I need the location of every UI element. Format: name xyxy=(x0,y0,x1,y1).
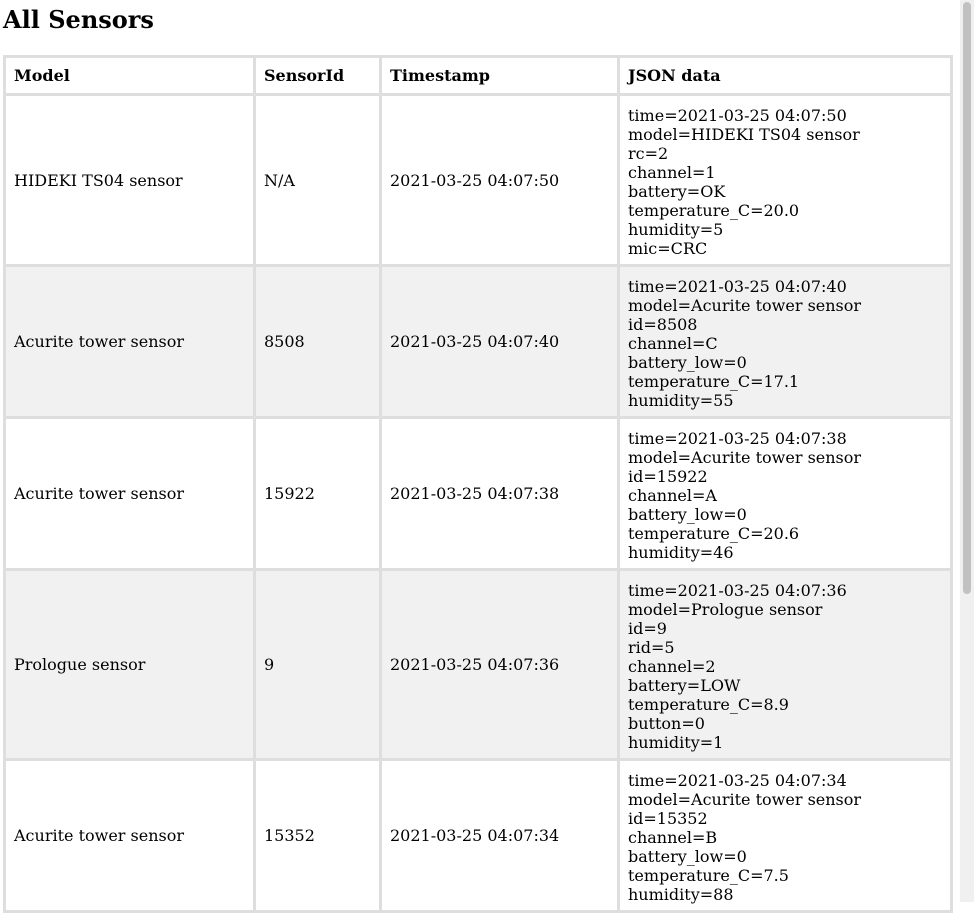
table-row xyxy=(6,571,953,761)
cell-sensor-id: 15922 xyxy=(256,419,382,571)
cell-timestamp: 2021-03-25 04:07:34 xyxy=(382,761,620,913)
cell-model: Acurite tower sensor xyxy=(6,267,256,419)
cell-timestamp: 2021-03-25 04:07:50 xyxy=(382,96,620,267)
cell-sensor-id: 15352 xyxy=(256,761,382,913)
cell-sensor-id: 8508 xyxy=(256,267,382,419)
column-header-json-data: JSON data xyxy=(620,58,953,96)
table-row xyxy=(6,419,953,571)
vertical-scrollbar[interactable] xyxy=(960,0,974,902)
sensors-table-container xyxy=(3,55,950,913)
cell-json-data: time=2021-03-25 04:07:38 model=Acurite tower sensor id=15922 channel=A battery_low=0 temperature_C=20.6 humidity=46 xyxy=(620,419,953,571)
cell-model: HIDEKI TS04 sensor xyxy=(6,96,256,267)
cell-model: Acurite tower sensor xyxy=(6,419,256,571)
cell-model: Acurite tower sensor xyxy=(6,761,256,913)
cell-timestamp: 2021-03-25 04:07:38 xyxy=(382,419,620,571)
page-title: All Sensors xyxy=(3,5,154,34)
column-header-model: Model xyxy=(6,58,256,96)
table-header xyxy=(6,58,953,96)
column-header-timestamp: Timestamp xyxy=(382,58,620,96)
table-row xyxy=(6,96,953,267)
sensors-table xyxy=(3,55,953,913)
cell-timestamp: 2021-03-25 04:07:40 xyxy=(382,267,620,419)
column-header-sensor-id: SensorId xyxy=(256,58,382,96)
table-row xyxy=(6,761,953,913)
cell-json-data: time=2021-03-25 04:07:34 model=Acurite tower sensor id=15352 channel=B battery_low=0 temperature_C=7.5 humidity=88 xyxy=(620,761,953,913)
cell-json-data: time=2021-03-25 04:07:36 model=Prologue sensor id=9 rid=5 channel=2 battery=LOW temperature_C=8.9 button=0 humidity=1 xyxy=(620,571,953,761)
scrollbar-thumb[interactable] xyxy=(963,2,971,594)
cell-sensor-id: 9 xyxy=(256,571,382,761)
cell-sensor-id: N/A xyxy=(256,96,382,267)
cell-json-data: time=2021-03-25 04:07:50 model=HIDEKI TS04 sensor rc=2 channel=1 battery=OK temperature_C=20.0 humidity=5 mic=CRC xyxy=(620,96,953,267)
table-row xyxy=(6,267,953,419)
cell-json-data: time=2021-03-25 04:07:40 model=Acurite tower sensor id=8508 channel=C battery_low=0 temperature_C=17.1 humidity=55 xyxy=(620,267,953,419)
cell-timestamp: 2021-03-25 04:07:36 xyxy=(382,571,620,761)
cell-model: Prologue sensor xyxy=(6,571,256,761)
table-body xyxy=(6,96,953,913)
header-row xyxy=(6,58,953,96)
